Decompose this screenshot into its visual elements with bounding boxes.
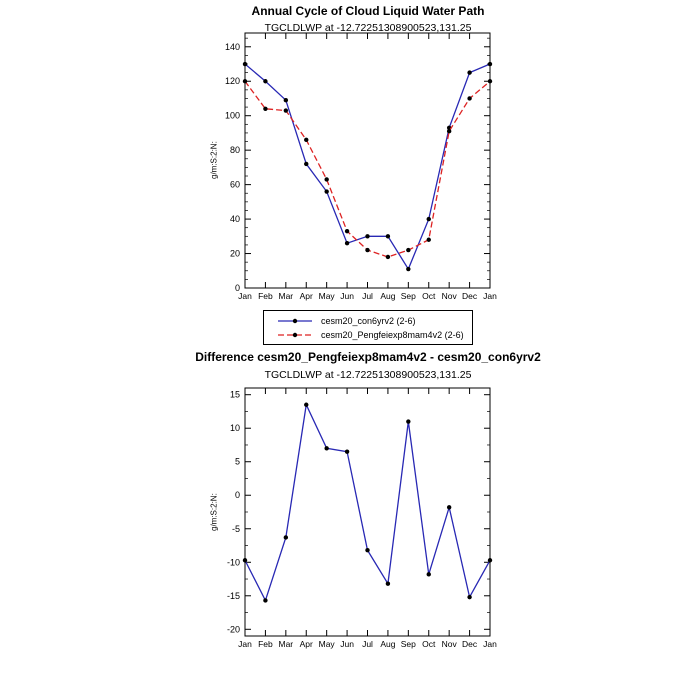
- svg-text:-5: -5: [231, 523, 240, 534]
- svg-text:May: May: [318, 291, 335, 301]
- svg-text:Jul: Jul: [362, 639, 373, 649]
- svg-text:0: 0: [234, 490, 240, 501]
- svg-text:0: 0: [234, 283, 240, 293]
- svg-text:Dec: Dec: [462, 291, 478, 301]
- svg-text:Jan: Jan: [483, 291, 497, 301]
- svg-text:15: 15: [229, 389, 240, 400]
- svg-text:Sep: Sep: [400, 291, 416, 301]
- svg-text:Aug: Aug: [380, 639, 396, 649]
- svg-text:120: 120: [224, 76, 240, 87]
- legend-label-con6yrv2: cesm20_con6yrv2 (2-6): [321, 316, 416, 326]
- svg-text:Sep: Sep: [400, 639, 416, 649]
- svg-text:May: May: [318, 639, 335, 649]
- svg-text:60: 60: [229, 179, 240, 190]
- top-y-axis-label: g/m:S:2:N:: [209, 141, 219, 179]
- svg-text:Apr: Apr: [299, 639, 313, 649]
- svg-text:100: 100: [224, 110, 240, 121]
- bottom-y-axis-label: g/m:S:2:N:: [209, 493, 219, 531]
- svg-text:Nov: Nov: [441, 291, 457, 301]
- legend-item-con6yrv2: [264, 314, 472, 328]
- svg-text:Mar: Mar: [278, 291, 294, 301]
- svg-text:Nov: Nov: [441, 639, 457, 649]
- bottom-chart-title: Difference cesm20_Pengfeiexp8mam4v2 - cesm20_con6yrv2: [195, 350, 541, 364]
- svg-text:5: 5: [234, 456, 240, 467]
- svg-text:Oct: Oct: [422, 639, 436, 649]
- svg-text:Jan: Jan: [238, 291, 252, 301]
- svg-text:Aug: Aug: [380, 291, 396, 301]
- top-chart-title: Annual Cycle of Cloud Liquid Water Path: [251, 4, 485, 18]
- svg-text:20: 20: [229, 248, 240, 259]
- svg-text:40: 40: [229, 214, 240, 225]
- svg-text:10: 10: [229, 423, 240, 434]
- svg-text:Jun: Jun: [340, 639, 354, 649]
- top-chart-subtitle: TGCLDLWP at -12.72251308900523,131.25: [264, 22, 472, 34]
- svg-text:-20: -20: [226, 624, 240, 635]
- legend-item-pengfeiexp8mam4v2: [264, 328, 472, 342]
- svg-text:Jul: Jul: [362, 291, 373, 301]
- svg-text:-10: -10: [226, 557, 240, 568]
- svg-text:Oct: Oct: [422, 291, 436, 301]
- bottom-chart-subtitle: TGCLDLWP at -12.72251308900523,131.25: [264, 369, 472, 381]
- svg-text:Jan: Jan: [483, 639, 497, 649]
- svg-text:Dec: Dec: [462, 639, 478, 649]
- svg-text:80: 80: [229, 145, 240, 156]
- svg-text:Feb: Feb: [258, 639, 273, 649]
- legend-line-sample-blue-icon: [276, 316, 314, 326]
- svg-text:140: 140: [224, 41, 240, 52]
- legend: [263, 310, 473, 345]
- svg-text:Jun: Jun: [340, 291, 354, 301]
- svg-text:Apr: Apr: [299, 291, 313, 301]
- svg-text:-15: -15: [226, 590, 240, 601]
- svg-text:Jan: Jan: [238, 639, 252, 649]
- legend-label-pengfeiexp8mam4v2: cesm20_Pengfeiexp8mam4v2 (2-6): [321, 330, 464, 340]
- svg-text:Mar: Mar: [278, 639, 294, 649]
- svg-text:Feb: Feb: [258, 291, 273, 301]
- legend-line-sample-red-icon: [276, 330, 314, 340]
